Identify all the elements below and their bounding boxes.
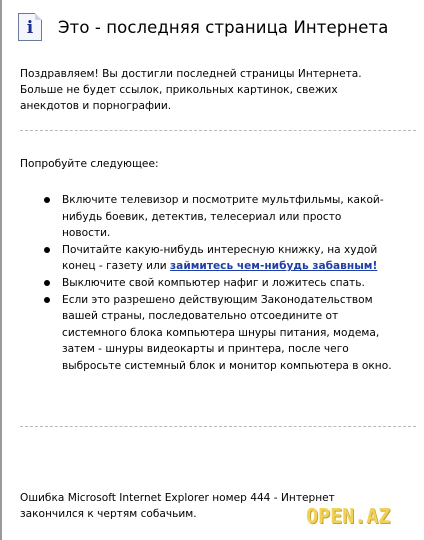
list-item-line: Включите телевизор и посмотрите мультфильмы, какой- <box>62 194 384 206</box>
list-item-line: Выключите свой компьютер нафиг и ложитесь спать. <box>62 276 365 289</box>
page-title: Это - последняя страница Интернета <box>58 17 389 37</box>
list-item <box>42 275 418 292</box>
intro-line: Больше не будет ссылок, прикольных картинок, свежих <box>20 84 338 96</box>
list-item <box>42 292 418 375</box>
footer-line: Ошибка Microsoft Internet Explorer номер 444 - Интернет <box>20 492 335 504</box>
divider <box>20 426 416 428</box>
list-item-line <box>62 258 418 275</box>
list-item-line: затем - шнуры видеокарты и принтера, после чего <box>62 343 349 356</box>
fun-link[interactable]: займитесь чем-нибудь забавным! <box>170 260 378 273</box>
list-item-line: новости. <box>62 227 111 240</box>
list-item <box>42 242 418 275</box>
watermark-logo: OPEN.AZ <box>306 504 391 528</box>
intro-paragraph <box>20 66 400 114</box>
list-item-line: системного блока компьютера шнуры питания, модема, <box>62 326 380 339</box>
window-left-edge <box>0 0 2 540</box>
list-item <box>42 192 418 242</box>
list-item-line: выбросьте системный блок и монитор компьютера в окно. <box>62 359 392 372</box>
divider <box>20 130 416 132</box>
list-item-line: Почитайте какую-нибудь интересную книжку, на худой <box>62 243 378 256</box>
intro-line: анекдотов и порнографии. <box>20 100 172 112</box>
suggestion-list <box>42 192 418 375</box>
list-item-line: Если это разрешено действующим Законодательством <box>62 293 373 306</box>
page-header <box>18 10 388 44</box>
intro-line: Поздравляем! Вы достигли последней страницы Интернета. <box>20 68 362 80</box>
info-glyph: i <box>26 17 34 38</box>
list-item-line: вашей страны, последовательно отсоедините от <box>62 310 339 323</box>
suggest-heading: Попробуйте следующее: <box>20 158 159 170</box>
list-item-text: конец - газету или <box>62 260 171 273</box>
footer-line: закончился к чертям собачьим. <box>20 508 197 520</box>
list-item-line: нибудь боевик, детектив, телесериал или просто <box>62 210 342 223</box>
info-icon <box>18 13 42 41</box>
